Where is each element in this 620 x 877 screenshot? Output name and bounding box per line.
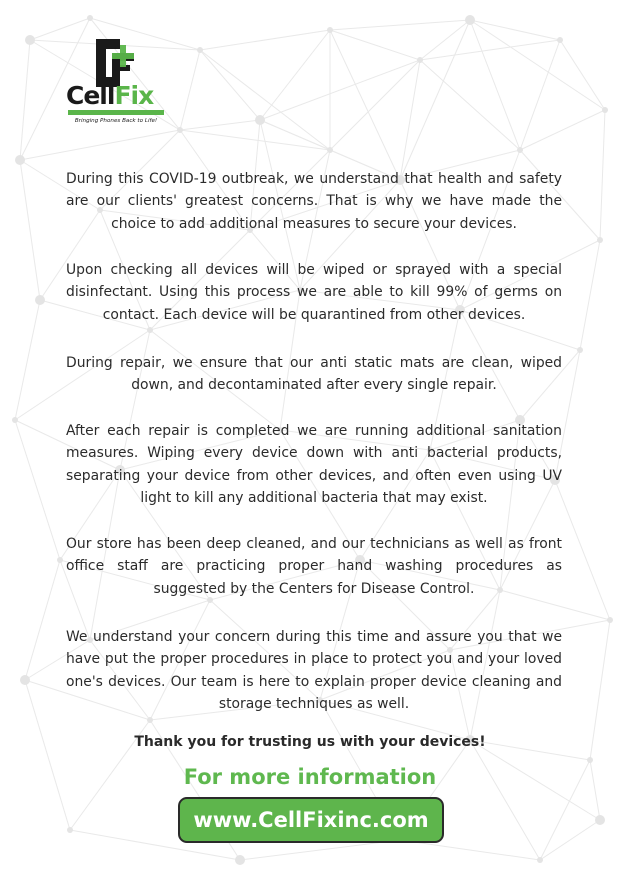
paragraph-store-cleaned: Our store has been deep cleaned, and our technicians as well as front office staff are practicing proper hand washing procedures as suggested by the Centers for Disease Control. (66, 535, 562, 597)
cellfix-logo (66, 33, 166, 133)
paragraph-assurance: We understand your concern during this time and assure you that we have put the proper procedures in place to protect you and your loved one's devices. Our team is here to explain proper device cleaning and storage techniques as well. (66, 628, 562, 713)
paragraph-repair-mats: During repair, we ensure that our anti static mats are clean, wiped down, and decontaminated after every single repair. (66, 354, 562, 394)
thank-you-text: Thank you for trusting us with your devices! (134, 734, 486, 750)
logo-word-cell: Cell (66, 81, 115, 110)
paragraph-disinfect: Upon checking all devices will be wiped or sprayed with a special disinfectant. Using this process we are able to kill 99% of germs on contact. Each device will be quarantined from other devices. (66, 261, 562, 323)
paragraph-sanitation: After each repair is completed we are running additional sanitation measures. Wiping every device down with anti bacterial products, separating your device from other devices, and often even using UV light to kill any additional bacteria that may exist. (66, 422, 562, 507)
more-info-heading: For more information (183, 765, 437, 789)
logo-word-fix: Fix (114, 81, 154, 110)
paragraph-covid-intro: During this COVID-19 outbreak, we understand that health and safety are our clients' greatest concerns. That is why we have made the choice to add additional measures to secure your devices. (66, 170, 562, 232)
logo-tagline: Bringing Phones Back to Life! (74, 118, 158, 124)
website-link-button[interactable]: www.CellFixinc.com (178, 797, 444, 843)
logo-green-bar (68, 110, 164, 115)
logo-wordmark (66, 83, 166, 109)
